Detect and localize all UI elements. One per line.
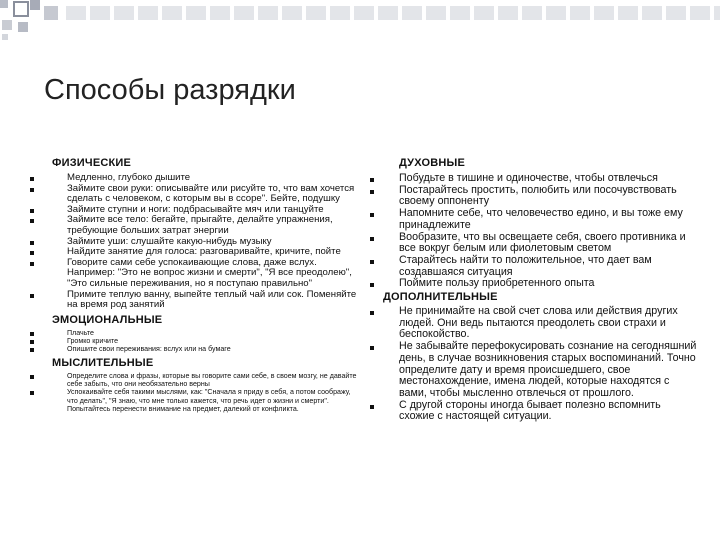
section-heading-mental: МЫСЛИТЕЛЬНЫЕ — [52, 356, 154, 369]
left-column — [30, 157, 358, 413]
list-item: Займите свои руки: описывайте или рисуйте то, что вам хочется сделать с человеком, с которым вы в ссоре". Бейте, подушку — [30, 184, 358, 205]
header-decoration — [0, 0, 720, 40]
section-heading-emotional: ЭМОЦИОНАЛЬНЫЕ — [52, 313, 163, 326]
list-item: Побудьте в тишине и одиночестве, чтобы отвлечься — [367, 173, 697, 185]
list-item: Постарайтесь простить, полюбить или посочувствовать своему оппоненту — [367, 185, 697, 208]
additional-list — [367, 306, 697, 423]
spiritual-list — [367, 173, 697, 290]
right-column — [367, 157, 697, 423]
list-item: Плачьте — [30, 329, 358, 337]
list-item: Громко кричите — [30, 337, 358, 345]
list-item: Вообразите, что вы освещаете себя, своего противника и все вокруг белым или фиолетовым светом — [367, 232, 697, 255]
page-title: Способы разрядки — [44, 74, 296, 106]
list-item: Не забывайте перефокусировать сознание на сегодняшний день, в случае возникновения старых воспоминаний. Точно определите дату и время происшедшего, свое местонахождение, имена людей, которые находятся с вами, чтобы мысленно отвлечься от прошлого. — [367, 341, 697, 400]
list-item: Успокаивайте себя такими мыслями, как: "Сначала я приду в себя, а потом соображу, что делать", "Я знаю, что мне только кажется, что речь идет о жизни и смерти". Попытайтесь перенести внимание на предмет, далекий от конфликта. — [30, 388, 358, 413]
section-heading-additional: ДОПОЛНИТЕЛЬНЫЕ — [383, 291, 498, 304]
list-item: Напомните себе, что человечество едино, и вы тоже ему принадлежите — [367, 208, 697, 231]
list-item: Старайтесь найти то положительное, что дает вам создавшаяся ситуация — [367, 255, 697, 278]
physical-list — [30, 173, 358, 311]
list-item: Займите ступни и ноги: подбрасывайте мяч или танцуйте — [30, 205, 358, 216]
mental-list — [30, 372, 358, 413]
list-item: Медленно, глубоко дышите — [30, 173, 358, 184]
list-item: Поймите пользу приобретенного опыта — [367, 278, 697, 290]
list-item: Не принимайте на свой счет слова или действия других людей. Они ведь пытаются преодолеть свои страхи и беспокойство. — [367, 306, 697, 341]
list-item: Займите уши: слушайте какую-нибудь музыку — [30, 237, 358, 248]
list-item: Найдите занятие для голоса: разговаривайте, кричите, пойте — [30, 247, 358, 258]
list-item: Займите все тело: бегайте, прыгайте, делайте упражнения, требующие больших затрат энергии — [30, 215, 358, 236]
list-item: Опишите свои переживания: вслух или на бумаге — [30, 345, 358, 353]
list-item: Говорите сами себе успокаивающие слова, даже вслух. Например: "Это не вопрос жизни и смерти", "Я все преодолею", "Это сильные переживания, но я поступаю правильно" — [30, 258, 358, 290]
list-item: Примите теплую ванну, выпейте теплый чай или сок. Поменяйте на время род занятий — [30, 290, 358, 311]
header-stripes — [62, 6, 720, 20]
list-item: Определите слова и фразы, которые вы говорите сами себе, в своем мозгу, не давайте себе забыть, что они необязательно верны — [30, 372, 358, 389]
list-item: С другой стороны иногда бывает полезно вспомнить схожие с настоящей ситуации. — [367, 400, 697, 423]
section-heading-physical: ФИЗИЧЕСКИЕ — [52, 157, 132, 169]
emotional-list — [30, 329, 358, 354]
section-heading-spiritual: ДУХОВНЫЕ — [399, 157, 466, 169]
